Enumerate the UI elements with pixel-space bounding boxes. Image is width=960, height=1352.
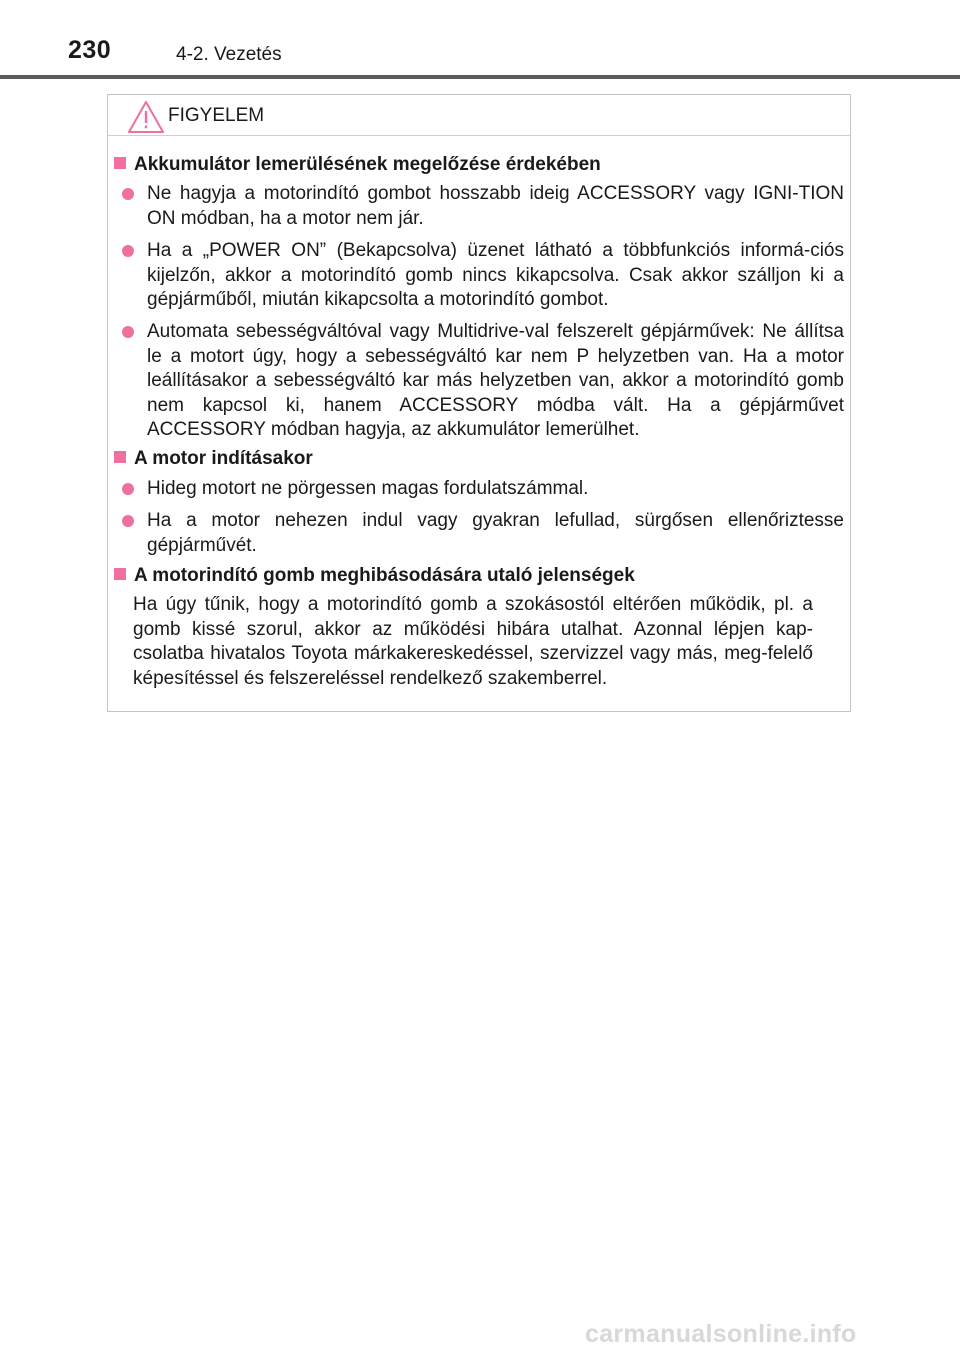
bullet-dot-icon xyxy=(122,245,134,257)
watermark: carmanualsonline.info xyxy=(585,1320,857,1348)
section-heading: A motorindító gomb meghibásodására utaló jelenségek xyxy=(114,564,635,588)
bullet-dot-icon xyxy=(122,483,134,495)
bullet-dot-icon xyxy=(122,188,134,200)
list-item: Ha a motor nehezen indul vagy gyakran lefullad, sürgősen ellenőriztesse gépjárművét. xyxy=(122,509,844,558)
list-item: Hideg motort ne pörgessen magas fordulatszámmal. xyxy=(122,477,844,502)
section-heading: Akkumulátor lemerülésének megelőzése érdekében xyxy=(114,153,601,177)
warning-box xyxy=(107,94,851,712)
list-item: Ha a „POWER ON” (Bekapcsolva) üzenet látható a többfunkciós informá-ciós kijelzőn, akkor a motorindító gomb nincs kikapcsolva. Csak akkor szálljon ki a gépjárműből, miután kikapcsolta a motorindító gombot. xyxy=(122,239,844,313)
square-bullet-icon xyxy=(114,451,126,463)
page-number: 230 xyxy=(68,36,112,64)
section-title: 4-2. Vezetés xyxy=(176,44,282,65)
warning-triangle-icon xyxy=(126,99,166,135)
square-bullet-icon xyxy=(114,568,126,580)
warning-title: FIGYELEM xyxy=(168,105,265,126)
list-item: Ne hagyja a motorindító gombot hosszabb ideig ACCESSORY vagy IGNI-TION ON módban, ha a motor nem jár. xyxy=(122,182,844,231)
section-heading: A motor indításakor xyxy=(114,447,313,471)
bullet-dot-icon xyxy=(122,326,134,338)
bullet-dot-icon xyxy=(122,515,134,527)
section-paragraph: Ha úgy tűnik, hogy a motorindító gomb a szokásostól eltérően működik, pl. a gomb kissé szorul, akkor az működési hibára utalhat. Azonnal lépjen kap-csolatba hivatalos Toyota márkakereskedéssel, szervizzel vagy más, meg-felelő képesítéssel és felszereléssel rendelkező szakemberrel. xyxy=(133,594,813,689)
header-divider xyxy=(0,75,960,79)
warning-header xyxy=(108,95,850,136)
square-bullet-icon xyxy=(114,157,126,169)
page-header xyxy=(0,0,960,80)
list-item: Automata sebességváltóval vagy Multidrive-val felszerelt gépjárművek: Ne állítsa le a motort úgy, hogy a sebességváltó kar nem P helyzetben van. Ha a motor leállításakor a sebességváltó kar más helyzetben van, akkor a motorindító gomb nem kapcsol ki, hanem ACCESSORY módba vált. Ha a gépjárművet ACCESSORY módban hagyja, az akkumulátor lemerülhet. xyxy=(122,320,844,443)
